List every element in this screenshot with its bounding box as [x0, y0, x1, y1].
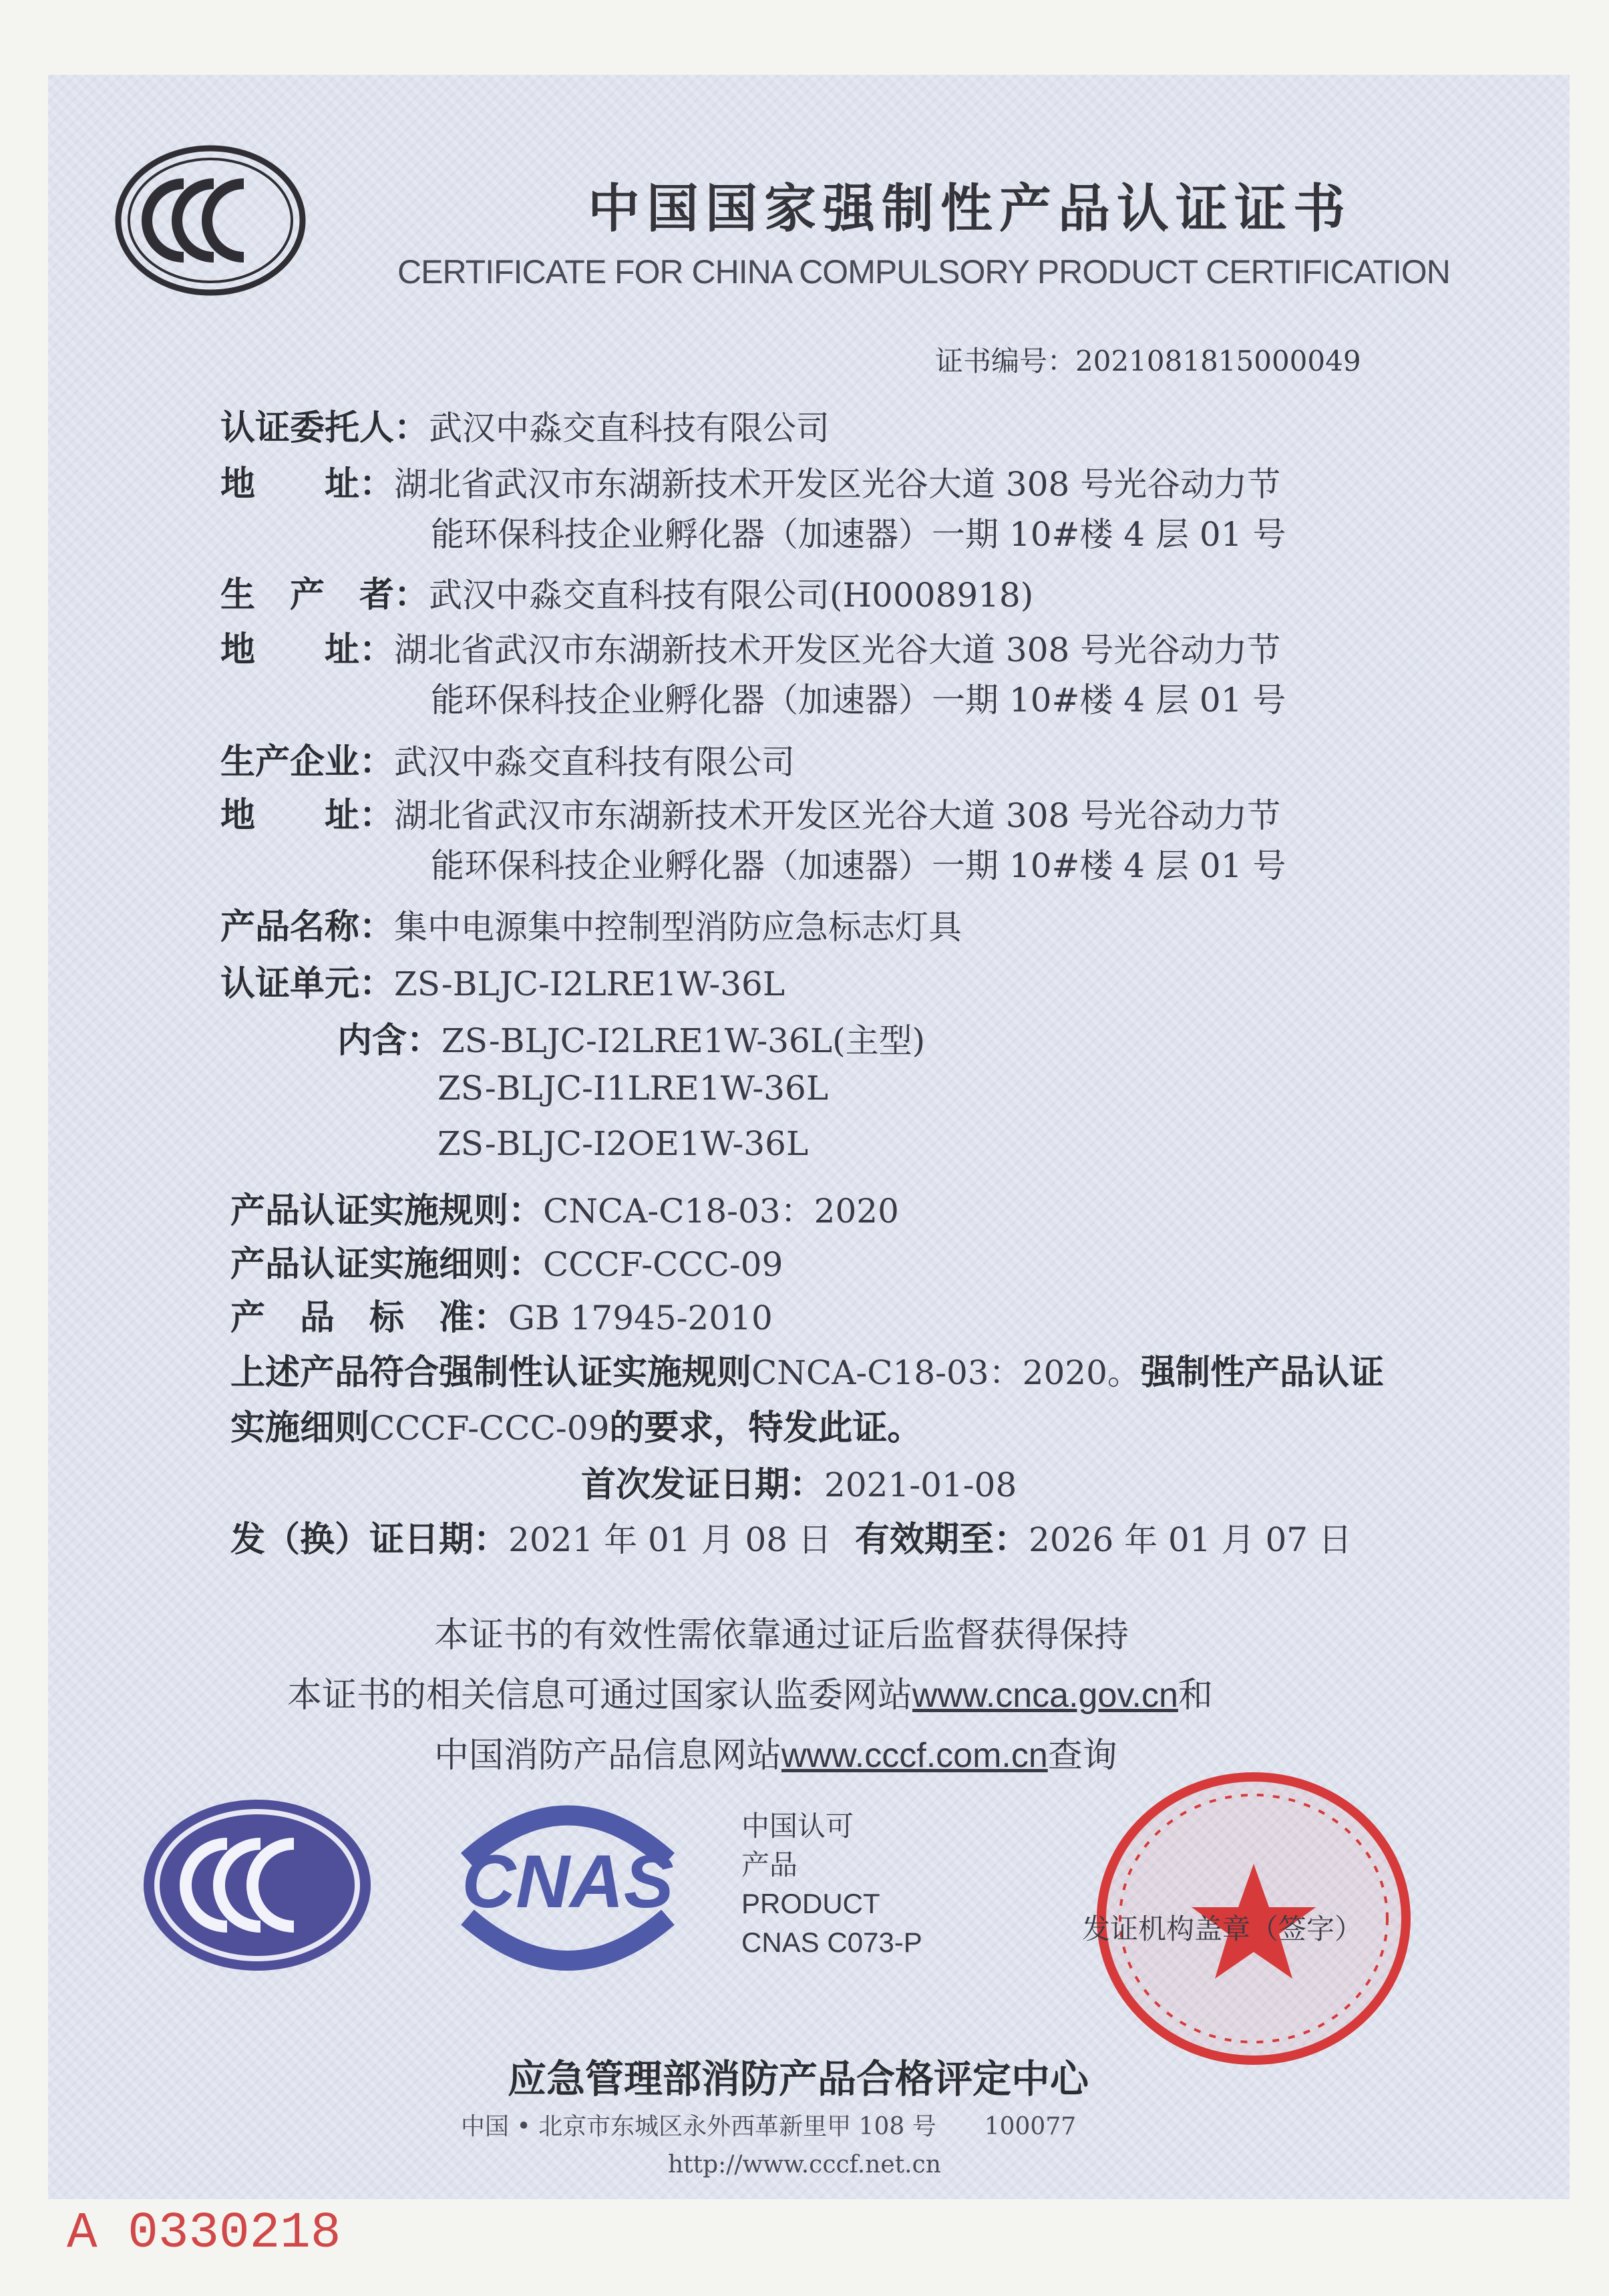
issuing-organization: 应急管理部消防产品合格评定中心 [508, 2056, 1089, 2102]
organization-address: 中国 • 北京市东城区永外西革新里甲 108 号 100077 [461, 2113, 1077, 2140]
certificate-number-value: 2021081815000049 [1075, 345, 1361, 377]
expiry-label: 有效期至： [855, 1520, 1029, 1560]
manufacturer-row [220, 566, 1033, 617]
applicant-address-row [220, 456, 1280, 506]
issue-date-label: 发（换）证日期： [230, 1520, 509, 1560]
notice-text: 查询 [1047, 1736, 1117, 1776]
cnas-logo-text: CNAS [462, 1840, 674, 1923]
first-issue-row [581, 1456, 1017, 1506]
notice-text: 和 [1178, 1675, 1213, 1715]
certificate-title-cn: 中国国家强制性产品认证证书 [588, 179, 1353, 239]
factory-value: 武汉中淼交直科技有限公司 [394, 743, 795, 782]
factory-address-row [220, 787, 1280, 837]
manufacturer-value: 武汉中淼交直科技有限公司(H0008918) [429, 576, 1034, 615]
product-name-row [220, 898, 962, 949]
organization-url[interactable]: http://www.cccf.net.cn [668, 2151, 941, 2178]
product-name-label: 产品名称： [220, 907, 395, 947]
contains-label: 内含： [337, 1021, 442, 1061]
applicant-row [220, 399, 830, 450]
detail-label: 产品认证实施细则： [230, 1245, 544, 1285]
manufacturer-label: 生 产 者： [220, 575, 429, 615]
certificate-number-label: 证书编号： [935, 345, 1076, 377]
statement-line1 [230, 1344, 1384, 1394]
applicant-value: 武汉中淼交直科技有限公司 [429, 409, 830, 448]
notice-text: 本证书的相关信息可通过国家认监委网站 [287, 1675, 913, 1715]
rule-value: CNCA-C18-03：2020 [543, 1192, 899, 1231]
expiry-row [855, 1511, 1352, 1561]
applicant-address-line2: 能环保科技企业孵化器（加速器）一期 10#楼 4 层 01 号 [431, 515, 1286, 554]
rule-row [230, 1182, 899, 1233]
product-name-value: 集中电源集中控制型消防应急标志灯具 [394, 908, 962, 947]
cert-unit-row [220, 955, 785, 1005]
ccc-emblem-top [114, 144, 307, 297]
factory-address-line2: 能环保科技企业孵化器（加速器）一期 10#楼 4 层 01 号 [431, 846, 1286, 885]
notice-text: 中国消防产品信息网站 [434, 1736, 782, 1776]
cnas-logo [441, 1797, 695, 1977]
standard-label: 产 品 标 准： [230, 1298, 509, 1338]
cert-unit-value: ZS-BLJC-I2LRE1W-36L [394, 965, 785, 1003]
statement-detail: CCCF-CCC-09 [369, 1409, 610, 1448]
statement-text: 上述产品符合强制性认证实施规则 [230, 1353, 752, 1393]
statement-text: 的要求，特发此证。 [609, 1408, 922, 1448]
statement-line2 [230, 1400, 922, 1450]
contains-item: ZS-BLJC-I1LRE1W-36L [437, 1069, 829, 1108]
issue-date: 2021 年 01 月 08 日 [508, 1520, 832, 1559]
applicant-address-line1: 湖北省武汉市东湖新技术开发区光谷大道 308 号光谷动力节 [394, 465, 1281, 504]
factory-row [220, 733, 795, 784]
certificate-title-en: CERTIFICATE FOR CHINA COMPULSORY PRODUCT CERTIFICATION [397, 253, 1450, 291]
statement-text: 强制性产品认证 [1140, 1353, 1384, 1393]
statement-text: 实施细则 [230, 1408, 370, 1448]
applicant-address-label: 地 址： [220, 464, 395, 504]
serial-number: A 0330218 [67, 2204, 341, 2262]
detail-value: CCCF-CCC-09 [543, 1245, 783, 1284]
cnas-line: PRODUCT [741, 1888, 880, 1919]
manufacturer-address-line2: 能环保科技企业孵化器（加速器）一期 10#楼 4 层 01 号 [431, 681, 1286, 719]
cccf-link[interactable]: www.cccf.com.cn [781, 1736, 1048, 1775]
manufacturer-address-label: 地 址： [220, 630, 395, 670]
cnas-line: 中国认可 [741, 1810, 854, 1842]
statement-rule: CNCA-C18-03：2020。 [751, 1353, 1141, 1392]
standard-value: GB 17945-2010 [508, 1299, 773, 1337]
cnas-line: CNAS C073-P [741, 1927, 922, 1958]
manufacturer-address-row [220, 621, 1280, 671]
detail-row [230, 1236, 783, 1286]
rule-label: 产品认证实施规则： [230, 1191, 544, 1231]
manufacturer-address-line1: 湖北省武汉市东湖新技术开发区光谷大道 308 号光谷动力节 [394, 631, 1281, 669]
standard-row [230, 1289, 773, 1339]
factory-address-label: 地 址： [220, 796, 395, 836]
ccc-logo [140, 1797, 374, 1974]
cert-unit-label: 认证单元： [220, 964, 395, 1004]
cnca-link[interactable]: www.cnca.gov.cn [912, 1676, 1178, 1715]
applicant-label: 认证委托人： [220, 408, 429, 448]
notice-line3 [434, 1727, 1117, 1777]
first-issue-date: 2021-01-08 [824, 1466, 1017, 1504]
cnas-line: 产品 [741, 1849, 798, 1880]
certificate-number [935, 339, 1361, 379]
signature-label: 发证机构盖章（签字） [1082, 1913, 1363, 1945]
notice-line1: 本证书的有效性需依靠通过证后监督获得保持 [434, 1615, 1129, 1655]
factory-label: 生产企业： [220, 742, 395, 782]
contains-item: ZS-BLJC-I2OE1W-36L [437, 1124, 809, 1163]
issue-date-row [230, 1511, 832, 1561]
factory-address-line1: 湖北省武汉市东湖新技术开发区光谷大道 308 号光谷动力节 [394, 796, 1281, 835]
contains-row [337, 1012, 925, 1062]
first-issue-label: 首次发证日期： [581, 1465, 825, 1505]
cnas-description [741, 1807, 922, 1962]
expiry-date: 2026 年 01 月 07 日 [1029, 1520, 1352, 1559]
contains-item: ZS-BLJC-I2LRE1W-36L(主型) [441, 1021, 926, 1060]
notice-line2 [287, 1667, 1213, 1717]
